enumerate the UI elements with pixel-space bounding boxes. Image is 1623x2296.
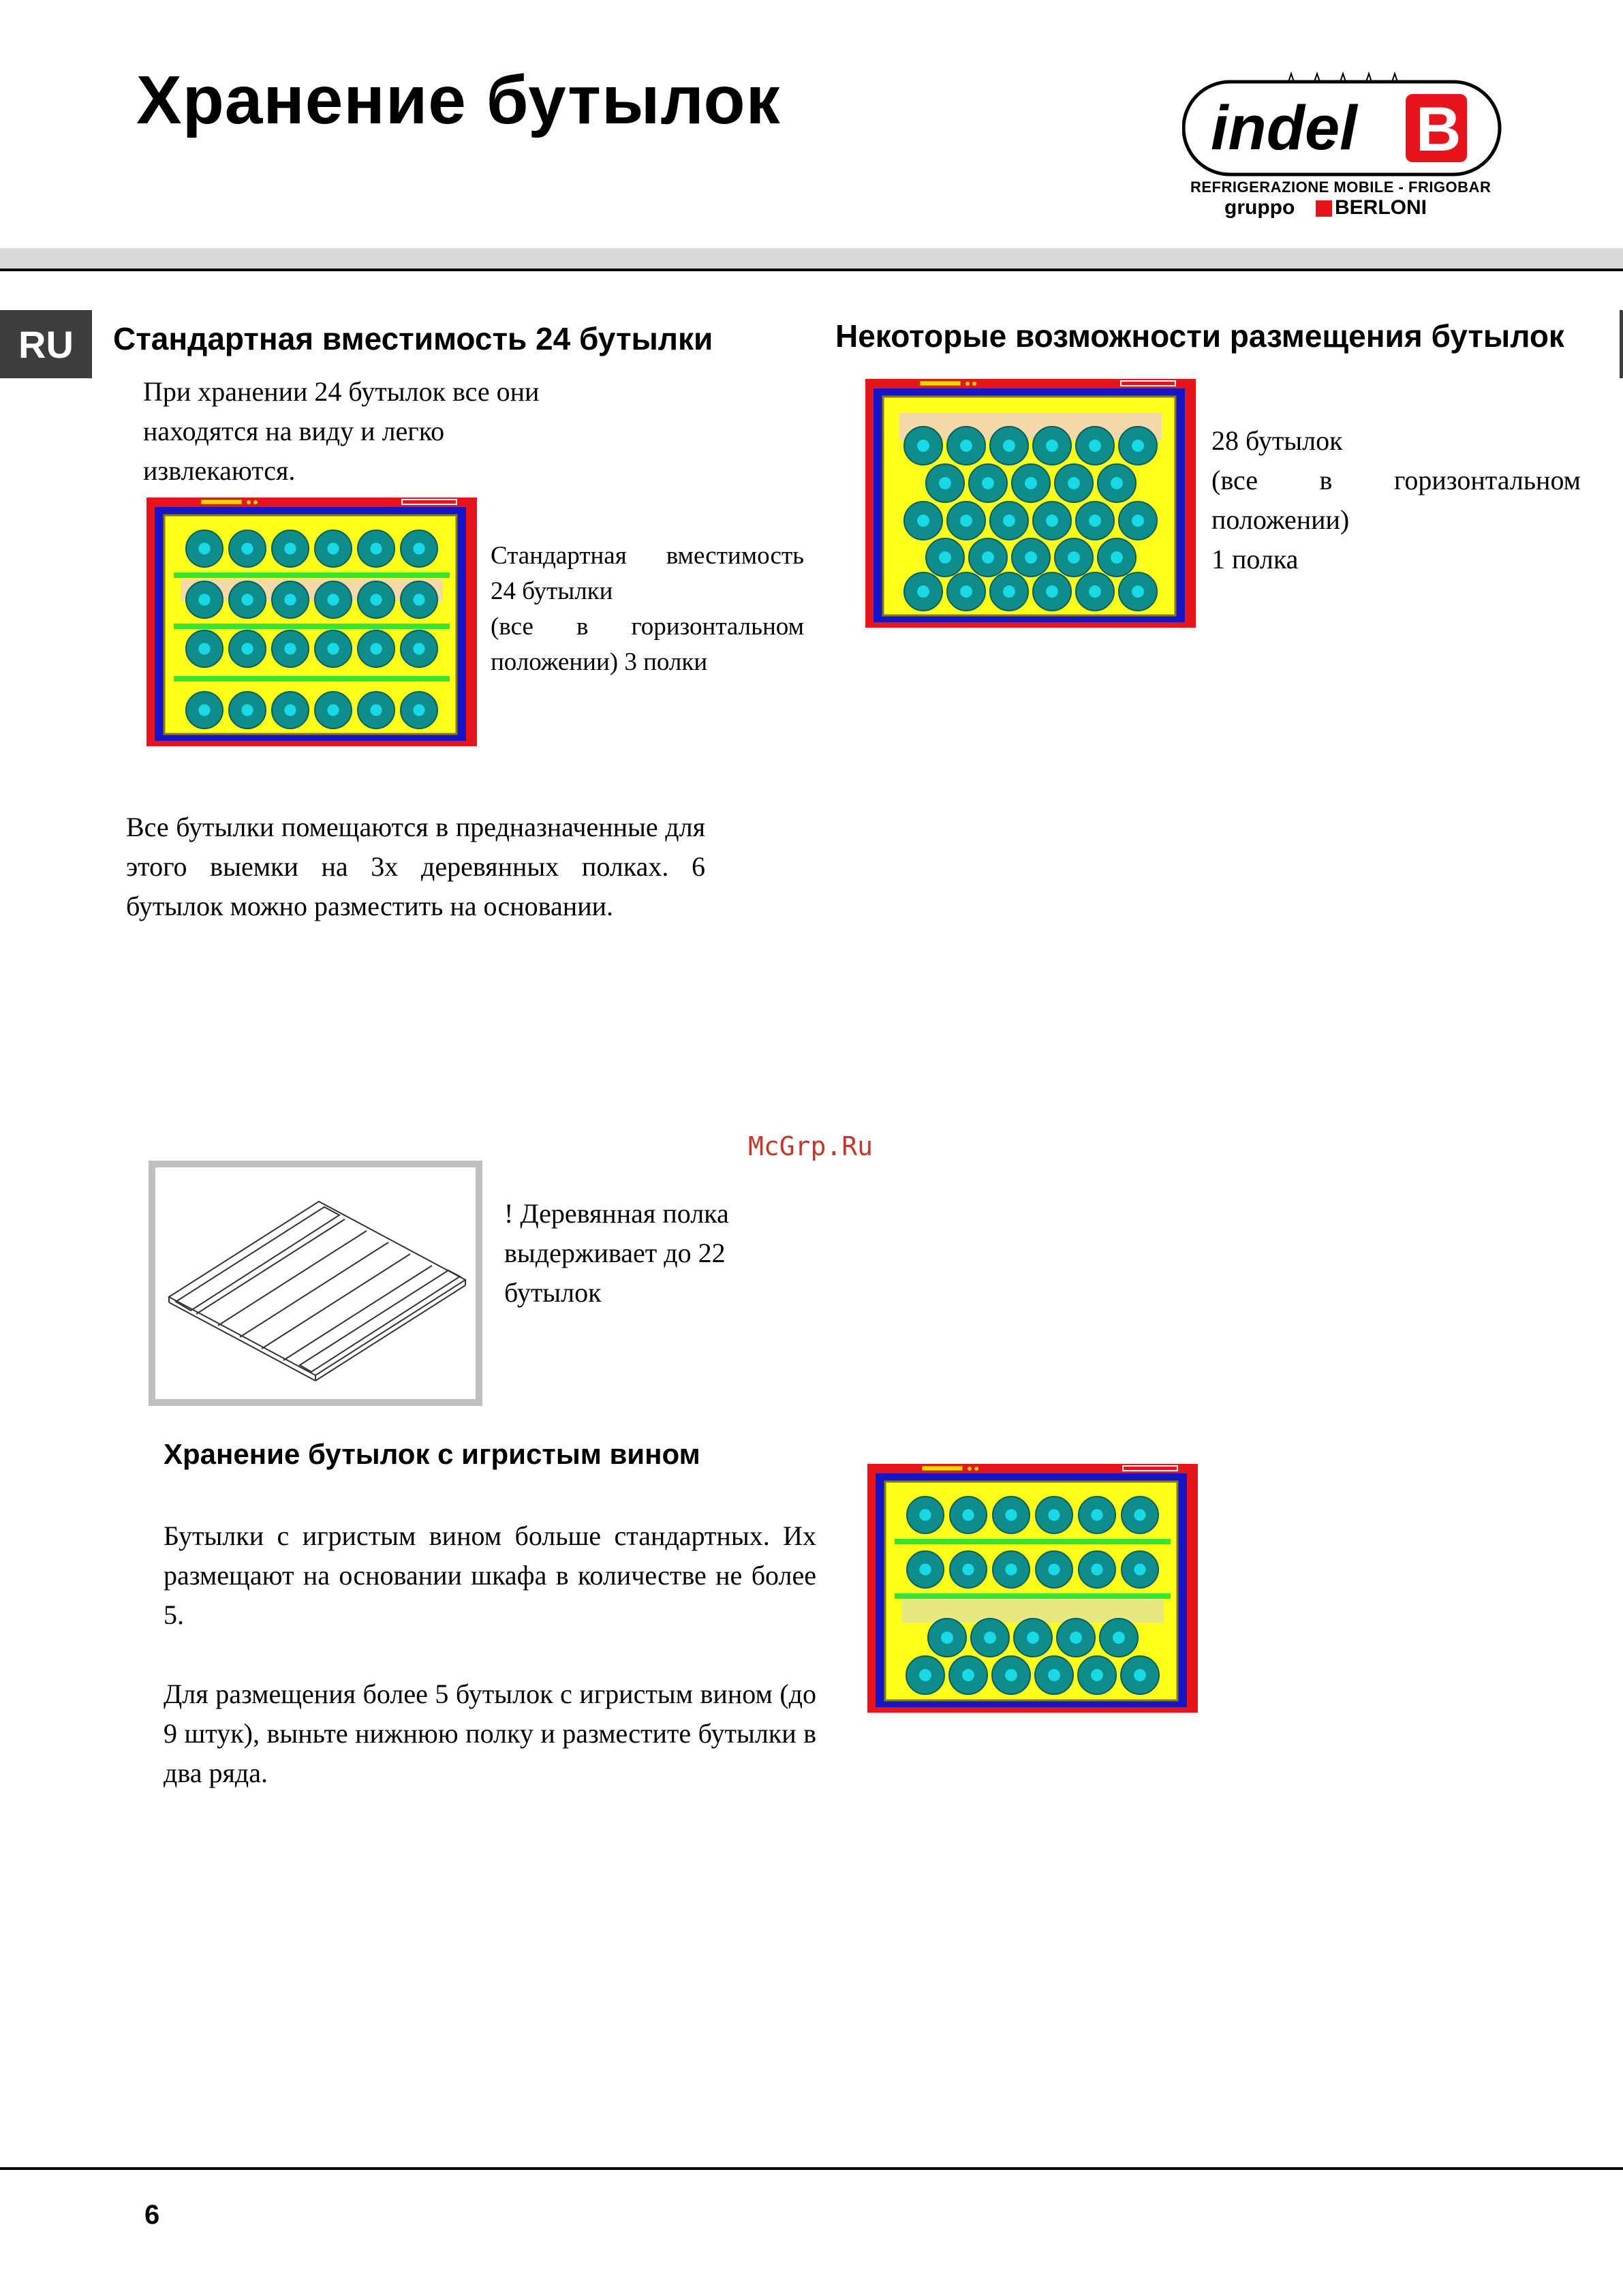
bottle-neck [370,542,382,554]
bottle-neck [939,477,951,489]
bottle-neck [1046,515,1058,527]
wooden-shelf [895,1593,1171,1599]
sparkling-paragraph-1: Бутылки с игристым вином больше стандартных. Их размещают на основании шкафа в количестве не более 5. [164,1520,816,1630]
bottle-neck [284,594,296,605]
bottle-neck [1091,1563,1102,1575]
wooden-shelf [174,572,450,578]
bottle-neck [327,594,339,605]
cabinet-24-bottles-figure [146,498,477,746]
bottle-neck [1003,515,1015,527]
control-panel [920,381,961,386]
bottle-neck [1046,440,1058,452]
bottle-neck [241,594,253,605]
page-title: Хранение бутылок [136,62,781,138]
shelf-note-line: ! Деревянная полка [504,1198,729,1229]
control-panel [201,500,242,504]
bottle-neck [1068,551,1080,564]
bottle-neck [1005,1509,1017,1520]
bottle-neck [198,542,210,554]
bottle-neck [370,643,382,654]
language-tab: RU [0,310,92,378]
bottle-neck [962,1669,974,1681]
bottle-neck [370,704,382,716]
bottle-neck [1048,1563,1060,1575]
bottle-neck [1068,477,1080,489]
diagram-sparkling-bottles [867,1464,1198,1713]
bottle-neck [327,704,339,716]
standard-intro [143,372,661,491]
logo-group-name: BERLONI [1335,196,1427,219]
control-panel [922,1466,963,1471]
bottle-neck [1070,1632,1082,1644]
bottle-neck [413,542,424,554]
footer-rule [0,2167,1623,2170]
bottle-neck [919,1563,931,1575]
bottle-neck [1134,1509,1145,1520]
indicator-light [247,500,251,504]
indicator-light [253,500,258,504]
bottle-neck [198,704,210,716]
bottle-neck [1005,1563,1017,1575]
bottle-neck [941,1632,953,1644]
bottle-neck [984,1632,996,1644]
bottle-neck [327,643,339,654]
indel-b-logo [1182,68,1502,225]
bottle-neck [1132,440,1144,452]
bottle-neck [241,704,253,716]
header-band [0,248,1623,269]
caption-line: положении) 3 полки [491,648,708,676]
bottle-neck [982,551,994,564]
bottle-neck [962,1563,974,1575]
wooden-shelf [174,676,450,682]
bottle-neck [1089,585,1101,598]
wooden-shelf-drawing [155,1167,476,1399]
bottle-neck [327,542,339,554]
wooden-shelf [895,1539,1171,1544]
intro-line: При хранении 24 бутылок все они [143,376,540,407]
bottle-neck [241,643,253,654]
bottle-neck [962,1509,974,1520]
berloni-mark-icon [1316,200,1332,217]
bottle-neck [919,1509,931,1520]
caption-line: положении) [1211,504,1350,535]
bottle-neck [413,594,424,605]
indicator-light [968,1467,972,1471]
bottle-neck [413,704,424,716]
bottle-neck [1111,477,1123,489]
bottle-neck [198,594,210,605]
caption-line: (все в горизонтальном [491,613,804,641]
sparkling-paragraph-2: Для размещения более 5 бутылок с игристым вином (до 9 штук), выньте нижнюю полку и разместите бутылки в два ряда. [164,1679,816,1788]
header-rule [0,269,1623,271]
wooden-shelf [174,624,450,629]
caption-line: (все в горизонтальном [1211,465,1581,495]
watermark: McGrp.Ru [748,1131,874,1161]
shelf-note-line: выдерживает до 22 [504,1238,726,1268]
bottle-neck [1046,585,1058,598]
bottle-neck [1003,440,1015,452]
bottle-neck [1025,551,1037,564]
bottle-neck [284,643,296,654]
caption-line: 28 бутылок [1211,425,1343,456]
logo-brand: indel [1211,93,1357,163]
bottle-neck [241,542,253,554]
standard-paragraph: Все бутылки помещаются в предназначенные для этого выемки на 3х деревянных полках. 6 бутылок можно разместить на основании. [126,812,705,921]
bottle-neck [982,477,994,489]
bottle-neck [1027,1632,1039,1644]
bottle-neck [1003,585,1015,598]
bottle-neck [917,585,929,598]
shelf-note-line: бутылок [504,1277,602,1308]
bottle-neck [370,594,382,605]
bottle-neck [1134,1669,1146,1681]
bottle-neck [917,440,929,452]
bottle-neck [1089,440,1101,452]
bottle-neck [1111,551,1123,564]
diagram-28-bottles [865,379,1196,628]
caption-line: Стандартная вместимость [491,542,804,570]
cabinet-sparkling-figure [867,1464,1198,1713]
indicator-light [965,382,970,386]
bottle-neck [1089,515,1101,527]
bottle-neck [1091,1509,1102,1520]
intro-line: находятся на виду и легко [143,416,445,446]
indicator-light [974,1467,978,1471]
diagram-24-bottles [146,498,477,746]
bottle-neck [284,704,296,716]
caption-line: 24 бутылки [491,577,613,605]
bottle-neck [960,515,972,527]
placement-caption [1211,421,1581,579]
wooden-shelf-figure [149,1161,482,1406]
caption-line: 1 полка [1211,544,1299,575]
bottle-neck [1113,1632,1125,1644]
bottle-neck [1048,1669,1060,1681]
bottle-neck [1134,1563,1145,1575]
bottle-neck [919,1669,931,1681]
placement-options-heading: Некоторые возможности размещения бутылок [835,318,1564,354]
bottle-neck [413,643,424,654]
cabinet-28-bottles-figure [865,379,1196,628]
logo-tagline: REFRIGERAZIONE MOBILE - FRIGOBAR [1190,179,1491,196]
bottle-neck [1048,1509,1060,1520]
bottle-neck [1005,1669,1017,1681]
sparkling-heading: Хранение бутылок с игристым вином [164,1438,700,1470]
logo-brand-letter: B [1416,95,1462,164]
shelf-note [504,1194,845,1313]
bottle-neck [1091,1669,1103,1681]
right-edge-tab [1620,310,1623,378]
bottle-neck [1025,477,1037,489]
bottle-neck [939,551,951,564]
bottle-neck [284,542,296,554]
bottle-neck [1132,585,1144,598]
page-number: 6 [144,2200,160,2230]
standard-caption [491,538,804,680]
bottle-neck [960,440,972,452]
bottle-neck [960,585,972,598]
intro-line: извлекаются. [143,455,296,486]
indicator-light [972,382,976,386]
bottle-neck [917,515,929,527]
logo-group-prefix: gruppo [1224,196,1295,219]
bottle-neck [198,643,210,654]
standard-capacity-heading: Стандартная вместимость 24 бутылки [113,321,713,356]
bottle-neck [1132,515,1144,527]
